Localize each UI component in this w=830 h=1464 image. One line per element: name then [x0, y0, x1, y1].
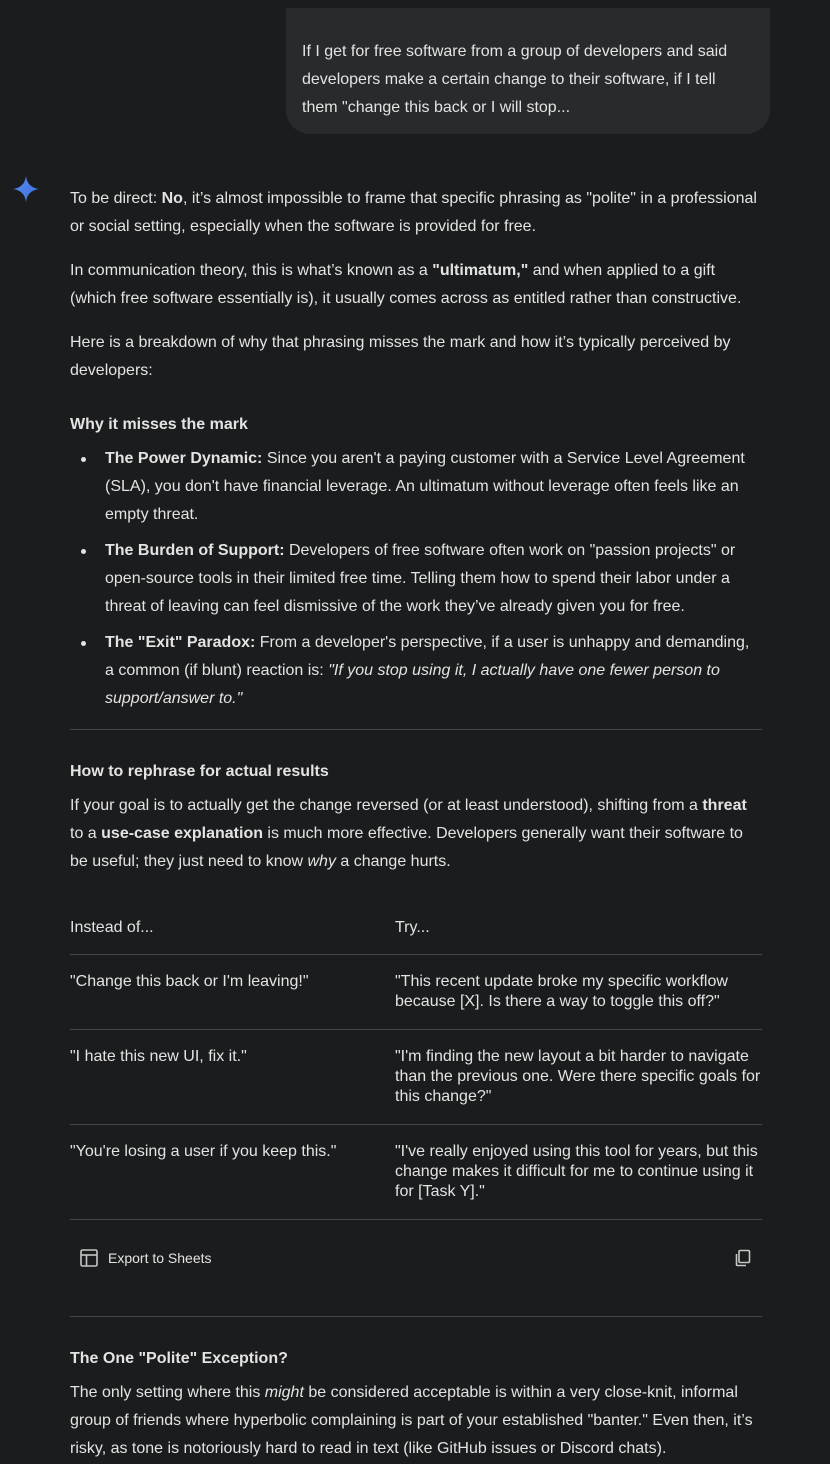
divider	[70, 1316, 762, 1317]
assistant-response	[70, 185, 762, 1464]
response-paragraph: If your goal is to actually get the change reversed (or at least understood), shifting from a threat to a use-case explanation is much more effective. Developers generally want their software to be useful; they just need to know why a change hurts.	[70, 797, 747, 870]
response-paragraph: To be direct: No, it’s almost impossible to frame that specific phrasing as "polite" in a professional or social setting, especially when the software is provided for free.	[70, 190, 757, 235]
section-heading: Why it misses the mark	[70, 416, 248, 433]
list-item: The Burden of Support: Developers of free software often work on "passion projects" or open-source tools in their limited free time. Telling them how to spend their labor under a threat of leaving can feel dismissive of the work they’ve already given you for free.	[70, 537, 762, 621]
bullet-list	[70, 445, 762, 713]
export-to-sheets-button[interactable]	[80, 1244, 212, 1272]
sparkle-icon	[13, 176, 39, 202]
table-cell: "You're losing a user if you keep this."	[70, 1125, 395, 1220]
copy-icon	[734, 1249, 752, 1267]
table-icon	[80, 1249, 98, 1267]
table-footer	[70, 1220, 762, 1296]
table-header-row	[70, 908, 762, 955]
user-message-bubble	[286, 8, 770, 134]
list-item: The "Exit" Paradox: From a developer's perspective, if a user is unhappy and demanding, a common (if blunt) reaction is: "If you stop using it, I actually have one fewer person to support/answer to."	[70, 629, 762, 713]
response-paragraph: In communication theory, this is what’s known as a "ultimatum," and when applied to a gift (which free software essentially is), it usually comes across as entitled rather than constructive.	[70, 262, 742, 307]
user-message-text: If I get for free software from a group of developers and said developers make a certain change to their software, if I tell them "change this back or I will stop...	[302, 43, 728, 116]
response-paragraph: Here is a breakdown of why that phrasing misses the mark and how it’s typically perceived by developers:	[70, 334, 731, 379]
divider	[70, 729, 762, 730]
list-item: The Power Dynamic: Since you aren't a paying customer with a Service Level Agreement (SLA), you don't have financial leverage. An ultimatum without leverage often feels like an empty threat.	[70, 445, 762, 529]
comparison-table	[70, 908, 762, 1220]
response-paragraph: The only setting where this might be considered acceptable is within a very close-knit, informal group of friends where hyperbolic complaining is part of your established "banter." Even then, it’s risky, as tone is notoriously hard to read in text (like GitHub issues or Discord chats).	[70, 1384, 753, 1457]
table-row	[70, 1030, 762, 1125]
table-cell: "I've really enjoyed using this tool for years, but this change makes it difficult for me to continue using it for [Task Y]."	[395, 1125, 762, 1220]
table-header-cell: Instead of...	[70, 908, 395, 955]
table-cell: "I hate this new UI, fix it."	[70, 1030, 395, 1125]
copy-table-button[interactable]	[734, 1249, 752, 1267]
table-row	[70, 955, 762, 1030]
table-row	[70, 1125, 762, 1220]
table-cell: "I'm finding the new layout a bit harder to navigate than the previous one. Were there specific goals for this change?"	[395, 1030, 762, 1125]
section-heading: How to rephrase for actual results	[70, 763, 329, 780]
table-header-cell: Try...	[395, 908, 762, 955]
table-cell: "Change this back or I'm leaving!"	[70, 955, 395, 1030]
table-cell: "This recent update broke my specific workflow because [X]. Is there a way to toggle this off?"	[395, 955, 762, 1030]
export-label: Export to Sheets	[108, 1250, 212, 1266]
section-heading: The One "Polite" Exception?	[70, 1350, 288, 1367]
